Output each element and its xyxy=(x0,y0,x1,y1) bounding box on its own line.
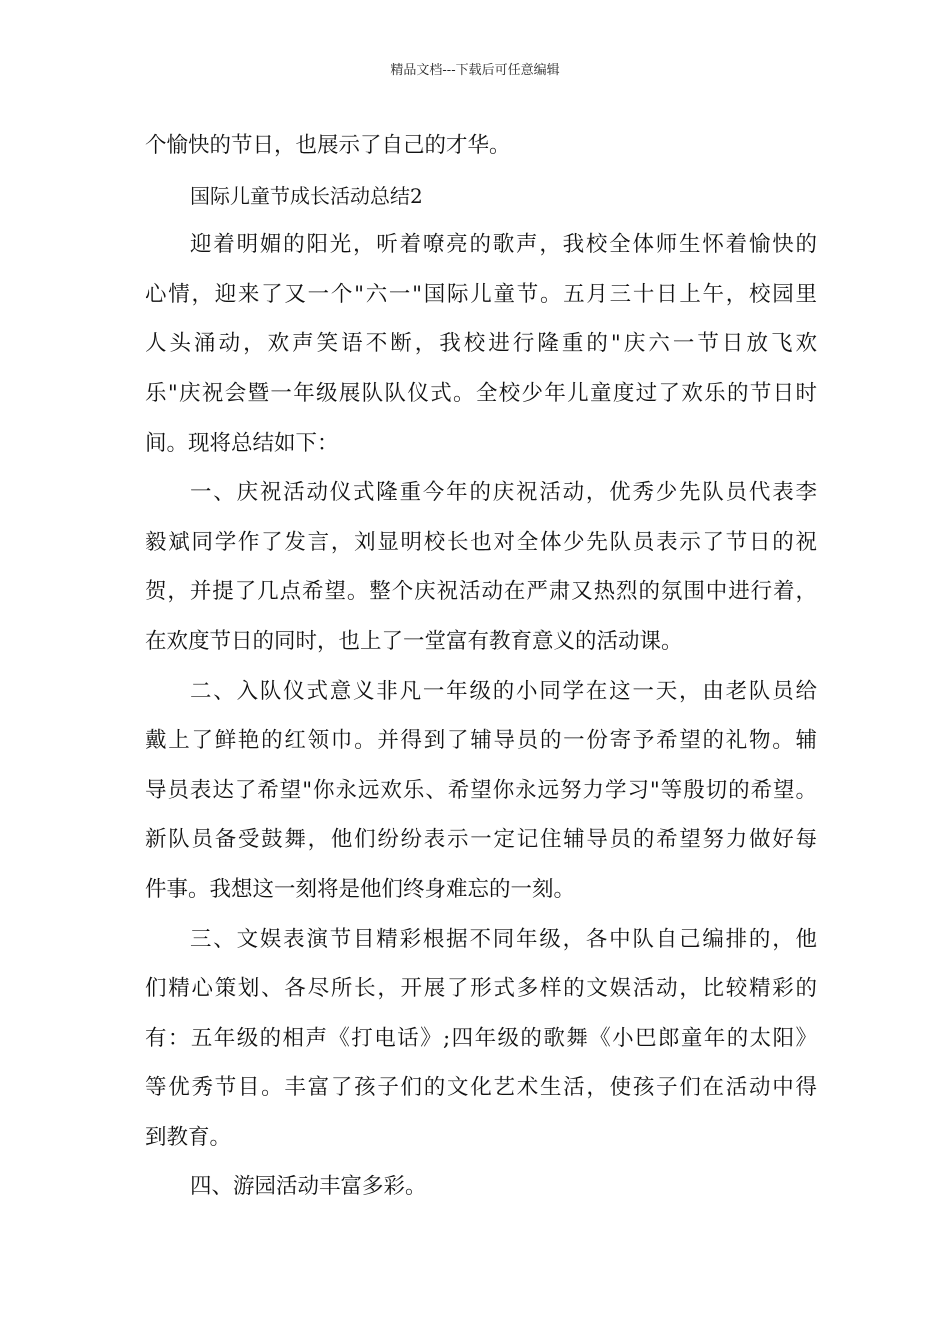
paragraph-line: 们精心策划、各尽所长，开展了形式多样的文娱活动，比较精彩的 xyxy=(145,976,817,1002)
paragraph-line: 迎着明媚的阳光，听着嘹亮的歌声，我校全体师生怀着愉快的 xyxy=(190,232,817,258)
paragraph-line: 间。现将总结如下： xyxy=(145,430,339,456)
paragraph-line: 在欢度节日的同时，也上了一堂富有教育意义的活动课。 xyxy=(145,628,683,654)
paragraph-line: 到教育。 xyxy=(145,1124,232,1150)
paragraph-line: 乐"庆祝会暨一年级展队队仪式。全校少年儿童度过了欢乐的节日时 xyxy=(145,380,817,406)
paragraph-line: 件事。我想这一刻将是他们终身难忘的一刻。 xyxy=(145,876,576,902)
paragraph-line: 人头涌动，欢声笑语不断，我校进行隆重的"庆六一节日放飞欢 xyxy=(145,331,817,357)
document-body xyxy=(145,133,817,1224)
paragraph-line: 二、入队仪式意义非凡一年级的小同学在这一天，由老队员给 xyxy=(190,678,817,704)
paragraph-line: 有：五年级的相声《打电话》;四年级的歌舞《小巴郎童年的太阳》 xyxy=(145,1025,817,1051)
paragraph-line: 等优秀节目。丰富了孩子们的文化艺术生活，使孩子们在活动中得 xyxy=(145,1075,817,1101)
paragraph-line: 三、文娱表演节目精彩根据不同年级，各中队自己编排的，他 xyxy=(190,926,817,952)
paragraph-line: 贺，并提了几点希望。整个庆祝活动在严肃又热烈的氛围中进行着， xyxy=(145,579,817,605)
paragraph-line: 心情，迎来了又一个"六一"国际儿童节。五月三十日上午，校园里 xyxy=(145,281,817,307)
paragraph-line: 个愉快的节日，也展示了自己的才华。 xyxy=(145,133,511,158)
page-header: 精品文档---下载后可任意编辑 xyxy=(390,63,560,78)
paragraph-line: 戴上了鲜艳的红领巾。并得到了辅导员的一份寄予希望的礼物。辅 xyxy=(145,728,817,754)
section-title: 国际儿童节成长活动总结2 xyxy=(190,183,423,208)
paragraph-line: 毅斌同学作了发言，刘显明校长也对全体少先队员表示了节日的祝 xyxy=(145,529,817,555)
paragraph-line: 一、庆祝活动仪式隆重今年的庆祝活动，优秀少先队员代表李 xyxy=(190,480,817,506)
paragraph-line: 新队员备受鼓舞，他们纷纷表示一定记住辅导员的希望努力做好每 xyxy=(145,827,817,853)
paragraph-line: 四、游园活动丰富多彩。 xyxy=(190,1174,427,1200)
paragraph-line: 导员表达了希望"你永远欢乐、希望你永远努力学习"等殷切的希望。 xyxy=(145,777,817,803)
